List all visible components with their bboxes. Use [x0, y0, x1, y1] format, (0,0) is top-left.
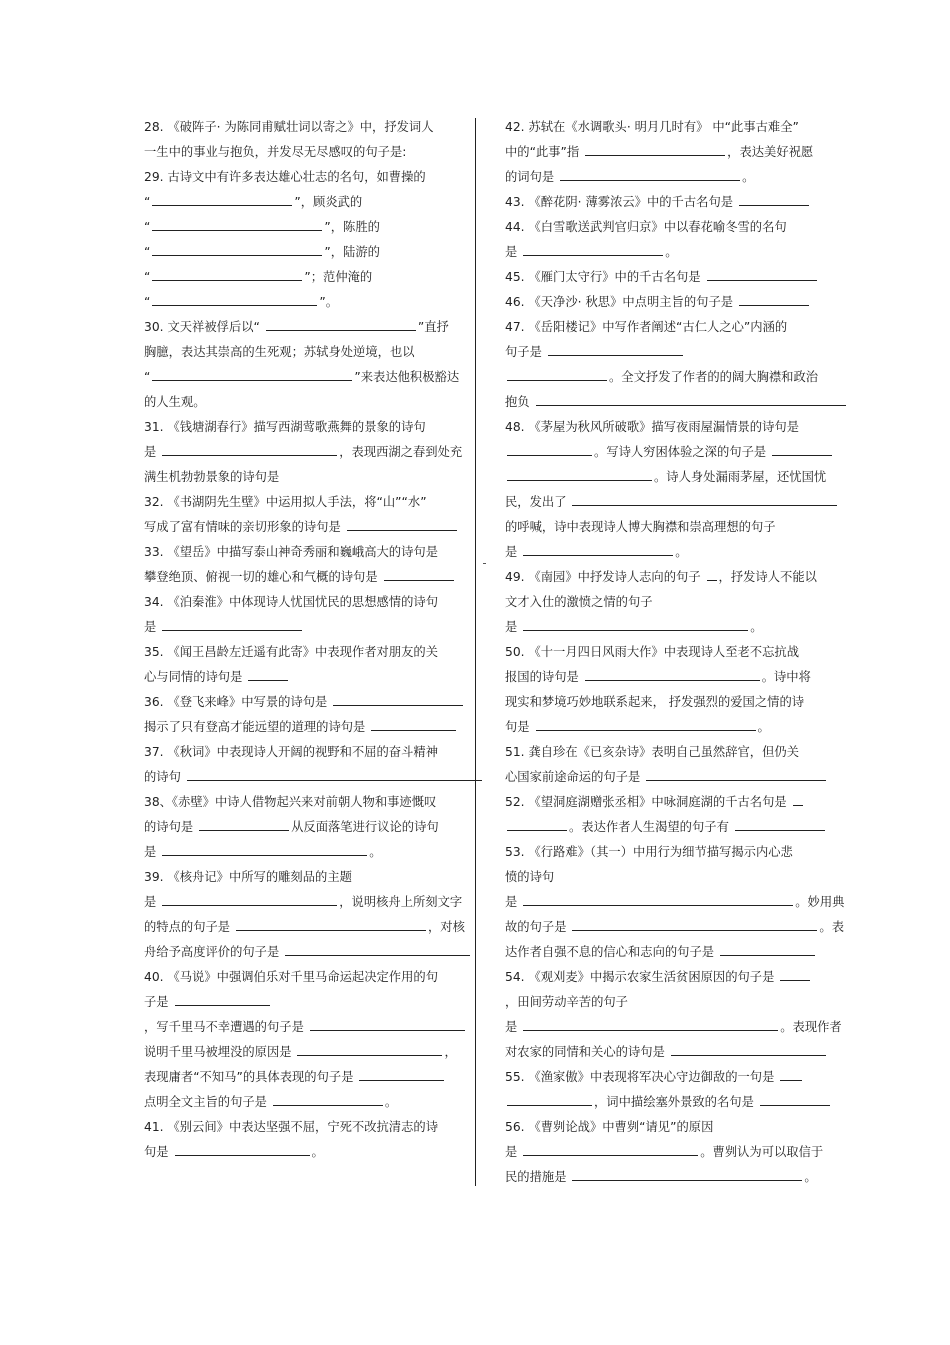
- question-text: 满生机勃勃景象的诗句是: [144, 470, 280, 484]
- question-text: 是: [144, 620, 161, 634]
- question-line: [144, 640, 482, 665]
- question-text: 说明千里马被埋没的原因是: [144, 1045, 296, 1059]
- question-text: 32. 《书湖阴先生壁》中运用拟人手法，将“山”“水”: [144, 495, 427, 509]
- answer-blank[interactable]: [248, 667, 288, 681]
- question-text: 33. 《望岳》中描写泰山神奇秀丽和巍峨高大的诗句是: [144, 545, 438, 559]
- answer-blank[interactable]: [707, 267, 817, 281]
- answer-blank[interactable]: [507, 367, 607, 381]
- answer-blank[interactable]: [333, 692, 463, 706]
- answer-blank[interactable]: [507, 1092, 592, 1106]
- question-line: [144, 265, 482, 290]
- question-line: [505, 1015, 850, 1040]
- question-text: 。: [384, 1095, 398, 1109]
- question-text: 50. 《十一月四日风雨大作》中表现诗人至老不忘抗战: [505, 645, 799, 659]
- answer-blank[interactable]: [175, 992, 270, 1006]
- question-text: 句是: [505, 720, 534, 734]
- answer-blank[interactable]: [236, 917, 426, 931]
- question-line: [505, 615, 850, 640]
- question-text: 是: [505, 245, 522, 259]
- question-line: [144, 140, 482, 165]
- answer-blank[interactable]: [175, 1142, 310, 1156]
- question-line: [505, 365, 850, 390]
- question-line: [505, 1040, 850, 1065]
- question-text: 39. 《核舟记》中所写的雕刻品的主题: [144, 870, 352, 884]
- question-text: 胸臆，表达其崇高的生死观；苏轼身处逆境，也以: [144, 345, 415, 359]
- question-line: [144, 790, 482, 815]
- answer-blank[interactable]: [152, 267, 302, 281]
- question-text: 42. 苏轼在《水调歌头· 明月几时有》 中“此事古难全”: [505, 120, 799, 134]
- question-line: [505, 515, 850, 540]
- answer-blank[interactable]: [735, 817, 825, 831]
- answer-blank[interactable]: [187, 767, 482, 781]
- question-text: ，对核: [428, 920, 465, 934]
- answer-blank[interactable]: [560, 167, 740, 181]
- question-line: [144, 1040, 482, 1065]
- question-text: 舟给予高度评价的句子是: [144, 945, 284, 959]
- question-line: [144, 965, 482, 990]
- question-text: 的诗句是: [144, 820, 198, 834]
- question-text: 29. 古诗文中有许多表达雄心壮志的名句，如曹操的: [144, 170, 426, 184]
- answer-blank[interactable]: [199, 817, 289, 831]
- answer-blank[interactable]: [780, 967, 810, 981]
- question-line: [505, 415, 850, 440]
- question-line: [144, 740, 482, 765]
- question-text: 。全文抒发了作者的的阔大胸襟和政治: [609, 370, 819, 384]
- question-line: [505, 765, 850, 790]
- answer-blank[interactable]: [152, 217, 322, 231]
- question-line: [505, 865, 850, 890]
- question-line: [144, 715, 482, 740]
- question-line: [505, 240, 850, 265]
- question-text: ”直抒: [417, 320, 449, 334]
- answer-blank[interactable]: [507, 817, 567, 831]
- question-text: “: [144, 245, 151, 259]
- answer-blank[interactable]: [523, 242, 663, 256]
- question-text: ”，陆游的: [324, 245, 380, 259]
- question-line: [505, 740, 850, 765]
- question-text: 36. 《登飞来峰》中写景的诗句是: [144, 695, 332, 709]
- question-text: 的呼喊，诗中表现诗人博大胸襟和崇高理想的句子: [505, 520, 776, 534]
- answer-blank[interactable]: [572, 917, 817, 931]
- question-text: ，写千里马不幸遭遇的句子是: [144, 1020, 308, 1034]
- question-line: [144, 415, 482, 440]
- question-text: 54. 《观刈麦》中揭示农家生活贫困原因的句子是: [505, 970, 779, 984]
- question-text: 现实和梦境巧妙地联系起来， 抒发强烈的爱国之情的诗: [505, 695, 805, 709]
- question-text: “: [144, 270, 151, 284]
- answer-blank[interactable]: [152, 242, 322, 256]
- question-text: 31. 《钱塘湖春行》描写西湖莺歌燕舞的景象的诗句: [144, 420, 426, 434]
- question-text: 55. 《渔家傲》中表现将军决心守边御敌的一句是: [505, 1070, 779, 1084]
- question-text: 38、《赤壁》中诗人借物起兴来对前朝人物和事迹慨叹: [144, 795, 437, 809]
- answer-blank[interactable]: [739, 192, 809, 206]
- question-line: [505, 940, 850, 965]
- question-line: [505, 715, 850, 740]
- question-text: 是: [505, 1020, 522, 1034]
- question-line: [505, 140, 850, 165]
- answer-blank[interactable]: [384, 567, 454, 581]
- question-line: [144, 390, 482, 415]
- question-text: ，词中描绘塞外景致的名句是: [594, 1095, 758, 1109]
- question-text: 的诗句: [144, 770, 185, 784]
- question-line: [505, 190, 850, 215]
- answer-blank[interactable]: [793, 792, 803, 806]
- question-line: [144, 665, 482, 690]
- question-text: ，表现西湖之春到处充: [339, 445, 463, 459]
- question-text: 是: [505, 895, 522, 909]
- answer-blank[interactable]: [548, 342, 683, 356]
- question-text: ”。: [319, 295, 339, 309]
- answer-blank[interactable]: [152, 192, 292, 206]
- question-line: [144, 1090, 482, 1115]
- question-text: 从反面落笔进行议论的诗句: [291, 820, 439, 834]
- question-text: 。: [804, 1170, 817, 1184]
- question-text: 愤的诗句: [505, 870, 555, 884]
- question-text: 故的句子是: [505, 920, 571, 934]
- answer-blank[interactable]: [507, 442, 592, 456]
- question-line: [505, 165, 850, 190]
- question-text: 民，发出了: [505, 495, 571, 509]
- answer-blank[interactable]: [720, 942, 815, 956]
- question-text: 。妙用典: [795, 895, 845, 909]
- question-line: [505, 590, 850, 615]
- answer-blank[interactable]: [536, 717, 756, 731]
- question-text: 。诗中将: [761, 670, 811, 684]
- question-text: 文才入仕的激愤之情的句子: [505, 595, 653, 609]
- question-line: [505, 690, 850, 715]
- question-line: [144, 615, 482, 640]
- question-line: [505, 790, 850, 815]
- answer-blank[interactable]: [523, 1142, 698, 1156]
- question-text: 是: [505, 1145, 522, 1159]
- question-line: [144, 940, 482, 965]
- question-text: 46. 《天净沙· 秋思》中点明主旨的句子是: [505, 295, 737, 309]
- question-line: [505, 890, 850, 915]
- question-text: ”，顾炎武的: [294, 195, 363, 209]
- question-line: [144, 240, 482, 265]
- divider-tick-mark: [483, 563, 486, 564]
- answer-blank[interactable]: [739, 292, 809, 306]
- left-column: [144, 115, 482, 1165]
- question-line: [505, 265, 850, 290]
- question-text: 心国家前途命运的句子是: [505, 770, 645, 784]
- answer-blank[interactable]: [507, 467, 652, 481]
- question-line: [144, 465, 482, 490]
- question-text: 。: [675, 545, 688, 559]
- question-text: 。写诗人穷困体验之深的句子是: [594, 445, 771, 459]
- question-line: [144, 540, 482, 565]
- question-line: [144, 190, 482, 215]
- question-text: 是: [144, 895, 161, 909]
- question-line: [144, 315, 482, 340]
- right-column: [505, 115, 850, 1190]
- question-text: “: [144, 370, 151, 384]
- question-text: 。: [311, 1145, 324, 1159]
- question-text: 。: [750, 620, 763, 634]
- question-text: ，表达美好祝愿: [727, 145, 814, 159]
- question-line: [505, 215, 850, 240]
- question-text: 。表现作者: [780, 1020, 842, 1034]
- question-line: [505, 1090, 850, 1115]
- answer-blank[interactable]: [536, 392, 846, 406]
- question-line: [505, 665, 850, 690]
- question-line: [505, 490, 850, 515]
- answer-blank[interactable]: [671, 1042, 826, 1056]
- answer-blank[interactable]: [371, 717, 456, 731]
- question-line: [144, 840, 482, 865]
- answer-blank[interactable]: [585, 142, 725, 156]
- question-line: [505, 990, 850, 1015]
- question-text: 。曹刿认为可以取信于: [700, 1145, 824, 1159]
- answer-blank[interactable]: [523, 1017, 778, 1031]
- question-text: 对农家的同情和关心的诗句是: [505, 1045, 669, 1059]
- question-text: 是: [144, 845, 161, 859]
- question-line: [505, 540, 850, 565]
- question-text: 28. 《破阵子· 为陈同甫赋壮词以寄之》中，抒发词人: [144, 120, 434, 134]
- answer-blank[interactable]: [572, 492, 837, 506]
- question-text: 41. 《别云间》中表达坚强不屈，宁死不改抗清志的诗: [144, 1120, 438, 1134]
- question-line: [144, 990, 482, 1015]
- question-line: [144, 365, 482, 390]
- question-text: 52. 《望洞庭湖赠张丞相》中咏洞庭湖的千古名句是: [505, 795, 791, 809]
- question-text: 句子是: [505, 345, 546, 359]
- question-text: 37. 《秋词》中表现诗人开阔的视野和不屈的奋斗精神: [144, 745, 438, 759]
- question-text: 。: [742, 170, 755, 184]
- question-text: 的人生观。: [144, 395, 206, 409]
- question-line: [144, 440, 482, 465]
- question-text: 48. 《茅屋为秋风所破歌》描写夜雨屋漏情景的诗句是: [505, 420, 799, 434]
- answer-blank[interactable]: [760, 1092, 830, 1106]
- answer-blank[interactable]: [266, 317, 416, 331]
- question-line: [144, 1065, 482, 1090]
- question-text: ，田间劳动辛苦的句子: [505, 995, 628, 1009]
- question-line: [144, 1015, 482, 1040]
- question-text: 30. 文天祥被俘后以“: [144, 320, 264, 334]
- question-text: 是: [144, 445, 161, 459]
- answer-blank[interactable]: [347, 517, 457, 531]
- question-text: ”；范仲淹的: [304, 270, 373, 284]
- question-text: 揭示了只有登高才能远望的道理的诗句是: [144, 720, 370, 734]
- answer-blank[interactable]: [162, 442, 337, 456]
- question-text: 。诗人身处漏雨茅屋，还忧国忧: [654, 470, 827, 484]
- question-text: 报国的诗句是: [505, 670, 583, 684]
- question-text: 35. 《闻王昌龄左迁遥有此寄》中表现作者对朋友的关: [144, 645, 438, 659]
- question-text: 。表: [819, 920, 845, 934]
- question-text: 。: [369, 845, 382, 859]
- question-line: [144, 1115, 482, 1140]
- question-line: [144, 215, 482, 240]
- question-line: [505, 390, 850, 415]
- question-text: 的词句是: [505, 170, 559, 184]
- answer-blank[interactable]: [707, 567, 717, 581]
- question-text: “: [144, 220, 151, 234]
- question-line: [144, 115, 482, 140]
- question-text: 44. 《白雪歌送武判官归京》中以春花喻冬雪的名句: [505, 220, 787, 234]
- question-line: [505, 915, 850, 940]
- question-line: [144, 815, 482, 840]
- question-text: 中的“此事”指: [505, 145, 584, 159]
- question-text: “: [144, 195, 151, 209]
- question-line: [144, 590, 482, 615]
- question-text: 子是: [144, 995, 173, 1009]
- answer-blank[interactable]: [523, 892, 793, 906]
- question-text: 一生中的事业与抱负，并发尽无尽感叹的句子是:: [144, 145, 407, 159]
- answer-blank[interactable]: [523, 542, 673, 556]
- question-line: [505, 315, 850, 340]
- answer-blank[interactable]: [310, 1017, 465, 1031]
- question-line: [505, 1115, 850, 1140]
- question-line: [505, 290, 850, 315]
- question-line: [144, 915, 482, 940]
- question-text: 民的措施是: [505, 1170, 571, 1184]
- question-line: [144, 290, 482, 315]
- question-line: [505, 1140, 850, 1165]
- question-line: [505, 440, 850, 465]
- question-line: [505, 815, 850, 840]
- question-text: 句是: [144, 1145, 173, 1159]
- question-line: [144, 340, 482, 365]
- question-line: [144, 1140, 482, 1165]
- answer-blank[interactable]: [162, 842, 367, 856]
- answer-blank[interactable]: [285, 942, 470, 956]
- question-line: [144, 565, 482, 590]
- question-text: 写成了富有情味的亲切形象的诗句是: [144, 520, 345, 534]
- question-text: 达作者自强不息的信心和志向的句子是: [505, 945, 718, 959]
- question-line: [505, 965, 850, 990]
- answer-blank[interactable]: [780, 1067, 802, 1081]
- question-line: [144, 515, 482, 540]
- question-line: [505, 565, 850, 590]
- question-text: 心与同情的诗句是: [144, 670, 247, 684]
- answer-blank[interactable]: [772, 442, 832, 456]
- question-text: 49. 《南园》中抒发诗人志向的句子: [505, 570, 705, 584]
- answer-blank[interactable]: [572, 1167, 802, 1181]
- question-text: 是: [505, 620, 522, 634]
- question-line: [505, 1065, 850, 1090]
- answer-blank[interactable]: [523, 617, 748, 631]
- question-line: [505, 465, 850, 490]
- answer-blank[interactable]: [152, 367, 352, 381]
- answer-blank[interactable]: [359, 1067, 444, 1081]
- question-text: ，说明核舟上所刻文字: [339, 895, 463, 909]
- question-line: [505, 340, 850, 365]
- question-line: [505, 115, 850, 140]
- question-text: 43. 《醉花阴· 薄雾浓云》中的千古名句是: [505, 195, 737, 209]
- question-line: [144, 690, 482, 715]
- question-line: [144, 490, 482, 515]
- answer-blank[interactable]: [152, 292, 317, 306]
- question-text: 53. 《行路难》（其一）中用行为细节描写揭示内心悲: [505, 845, 793, 859]
- answer-blank[interactable]: [297, 1042, 442, 1056]
- question-text: 点明全文主旨的句子是: [144, 1095, 271, 1109]
- question-text: 的特点的句子是: [144, 920, 234, 934]
- question-text: “: [144, 295, 151, 309]
- question-text: 。: [757, 720, 770, 734]
- question-line: [505, 1165, 850, 1190]
- question-text: 45. 《雁门太守行》中的千古名句是: [505, 270, 705, 284]
- question-text: ，: [444, 1045, 457, 1059]
- question-line: [505, 840, 850, 865]
- question-text: 抱负: [505, 395, 534, 409]
- question-line: [144, 165, 482, 190]
- question-line: [144, 890, 482, 915]
- question-text: 47. 《岳阳楼记》中写作者阐述“古仁人之心”内涵的: [505, 320, 788, 334]
- question-text: ”来表达他积极豁达: [354, 370, 460, 384]
- question-text: 。表达作者人生渴望的句子有: [569, 820, 733, 834]
- answer-blank[interactable]: [162, 617, 302, 631]
- question-text: ”，陈胜的: [324, 220, 380, 234]
- question-line: [505, 640, 850, 665]
- question-text: 34. 《泊秦淮》中体现诗人忧国忧民的思想感情的诗句: [144, 595, 438, 609]
- answer-blank[interactable]: [162, 892, 337, 906]
- question-text: 是: [505, 545, 522, 559]
- question-text: 攀登绝顶、俯视一切的雄心和气概的诗句是: [144, 570, 382, 584]
- question-line: [144, 865, 482, 890]
- column-divider: [475, 118, 476, 1186]
- question-text: 51. 龚自珍在《已亥杂诗》表明自己虽然辞官，但仍关: [505, 745, 799, 759]
- question-text: 。: [665, 245, 678, 259]
- question-text: 表现庸者“不知马”的具体表现的句子是: [144, 1070, 358, 1084]
- answer-blank[interactable]: [273, 1092, 383, 1106]
- answer-blank[interactable]: [585, 667, 760, 681]
- question-line: [144, 765, 482, 790]
- question-text: ，抒发诗人不能以: [718, 570, 817, 584]
- answer-blank[interactable]: [646, 767, 826, 781]
- question-text: 56. 《曹刿论战》中曹刿“请见”的原因: [505, 1120, 714, 1134]
- question-text: 40. 《马说》中强调伯乐对千里马命运起决定作用的句: [144, 970, 438, 984]
